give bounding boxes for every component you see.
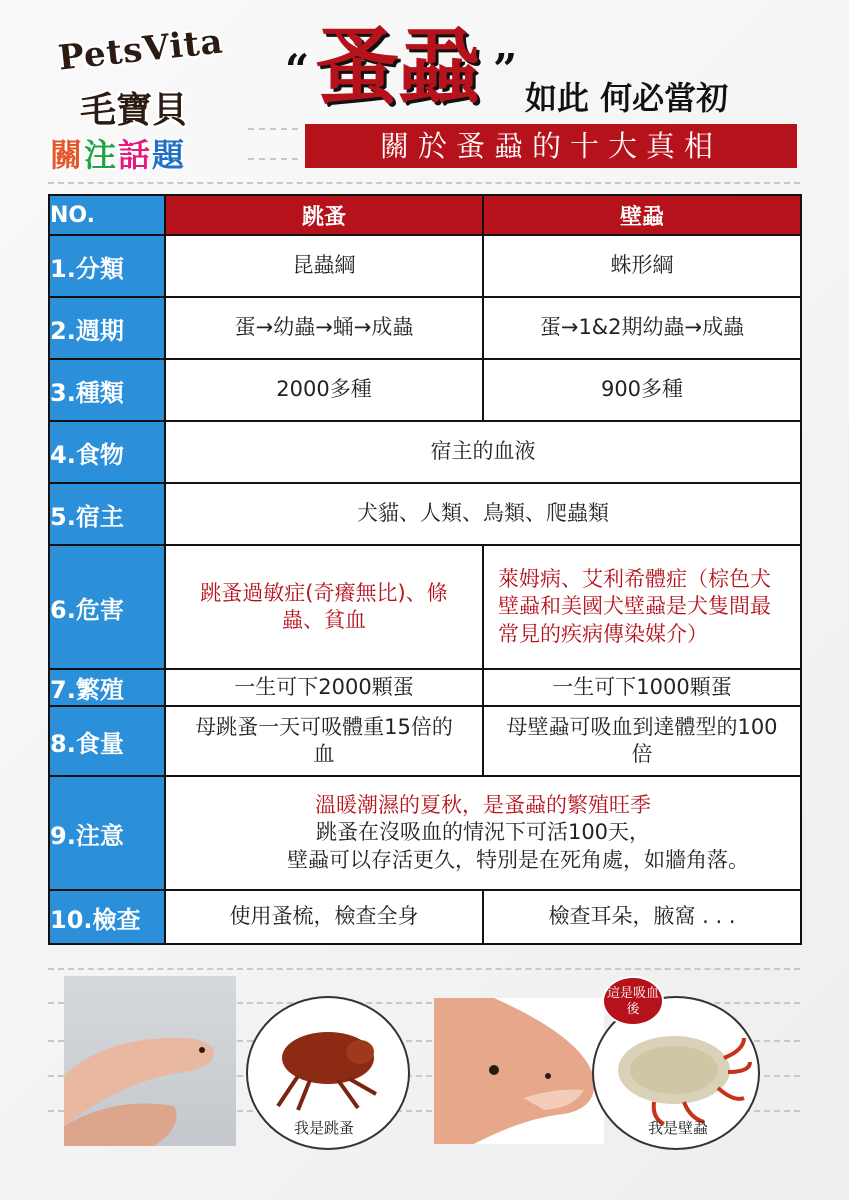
row-label: 3.種類 bbox=[49, 359, 165, 421]
row-label: 1.分類 bbox=[49, 235, 165, 297]
row-label: 7.繁殖 bbox=[49, 669, 165, 706]
flea-cell: 一生可下2000顆蛋 bbox=[165, 669, 483, 706]
title-quote-open: “ bbox=[285, 45, 310, 94]
flea-cell: 蛋→幼蟲→蛹→成蟲 bbox=[165, 297, 483, 359]
note-line: 跳蚤在沒吸血的情況下可活100天， bbox=[315, 820, 651, 845]
header-no: NO. bbox=[49, 195, 165, 235]
flea-cell: 昆蟲綱 bbox=[165, 235, 483, 297]
logo-topic-char: 話 bbox=[118, 136, 153, 174]
page-title: 蚤蝨 bbox=[315, 18, 480, 116]
flea-cell: 跳蚤過敏症(奇癢無比)、條蟲、貧血 bbox=[165, 545, 483, 669]
table-row bbox=[49, 706, 801, 776]
flea-cell: 使用蚤梳，檢查全身 bbox=[165, 890, 483, 944]
table-row bbox=[49, 483, 801, 545]
table-header-row bbox=[49, 195, 801, 235]
table-row bbox=[49, 776, 801, 890]
title-block bbox=[285, 18, 805, 125]
logo-topic-char: 題 bbox=[152, 136, 187, 174]
logo-topic-char: 關 bbox=[50, 136, 85, 174]
title-quote-close: ” bbox=[493, 45, 518, 94]
row-label: 8.食量 bbox=[49, 706, 165, 776]
row-label: 5.宿主 bbox=[49, 483, 165, 545]
title-banner: 關於蚤蝨的十大真相 bbox=[305, 124, 797, 168]
table-row bbox=[49, 545, 801, 669]
tick-cell: 母壁蝨可吸血到達體型的100倍 bbox=[483, 706, 801, 776]
divider bbox=[248, 128, 298, 130]
merged-cell bbox=[165, 776, 801, 890]
logo-topic bbox=[50, 130, 186, 176]
logo bbox=[50, 21, 250, 174]
tick-cell: 一生可下1000顆蛋 bbox=[483, 669, 801, 706]
row-label: 6.危害 bbox=[49, 545, 165, 669]
header-flea: 跳蚤 bbox=[165, 195, 483, 235]
flea-cell: 母跳蚤一天可吸體重15倍的血 bbox=[165, 706, 483, 776]
tick-badge: 這是吸血後 bbox=[602, 976, 664, 1026]
divider bbox=[48, 182, 800, 184]
header-tick: 壁蝨 bbox=[483, 195, 801, 235]
page-subtitle: 如此 何必當初 bbox=[525, 79, 729, 117]
row-label: 10.檢查 bbox=[49, 890, 165, 944]
divider bbox=[48, 968, 800, 970]
thumb-image bbox=[434, 998, 604, 1144]
row-label: 9.注意 bbox=[49, 776, 165, 890]
tick-caption: 我是壁蝨 bbox=[648, 1119, 709, 1137]
merged-cell: 犬貓、人類、鳥類、爬蟲類 bbox=[165, 483, 801, 545]
flea-cell: 2000多種 bbox=[165, 359, 483, 421]
tick-cell: 檢查耳朵，腋窩 . . . bbox=[483, 890, 801, 944]
table-row bbox=[49, 235, 801, 297]
flea-caption: 我是跳蚤 bbox=[294, 1119, 355, 1137]
table-row bbox=[49, 669, 801, 706]
logo-brand: PetsVita bbox=[56, 21, 226, 79]
tick-photo bbox=[434, 998, 604, 1144]
table-row bbox=[49, 359, 801, 421]
table-row bbox=[49, 890, 801, 944]
tick-cell: 蛛形綱 bbox=[483, 235, 801, 297]
merged-cell: 宿主的血液 bbox=[165, 421, 801, 483]
note-line: 溫暖潮濕的夏秋，是蚤蝨的繁殖旺季 bbox=[315, 793, 651, 818]
comparison-table bbox=[48, 194, 802, 945]
table-row bbox=[49, 421, 801, 483]
divider bbox=[248, 158, 298, 160]
tick-cell: 蛋→1&2期幼蟲→成蟲 bbox=[483, 297, 801, 359]
table-row bbox=[49, 297, 801, 359]
row-label: 2.週期 bbox=[49, 297, 165, 359]
tick-cell: 900多種 bbox=[483, 359, 801, 421]
row-label: 4.食物 bbox=[49, 421, 165, 483]
flea-photo bbox=[64, 976, 236, 1146]
tick-cell: 萊姆病、艾利希體症（棕色犬壁蝨和美國犬壁蝨是犬隻間最常見的疾病傳染媒介） bbox=[483, 545, 801, 669]
logo-topic-char: 注 bbox=[84, 136, 119, 174]
finger-image bbox=[64, 976, 236, 1146]
logo-chinese: 毛寶貝 bbox=[80, 90, 189, 131]
note-line: 壁蝨可以存活更久，特別是在死角處，如牆角落。 bbox=[287, 847, 749, 872]
